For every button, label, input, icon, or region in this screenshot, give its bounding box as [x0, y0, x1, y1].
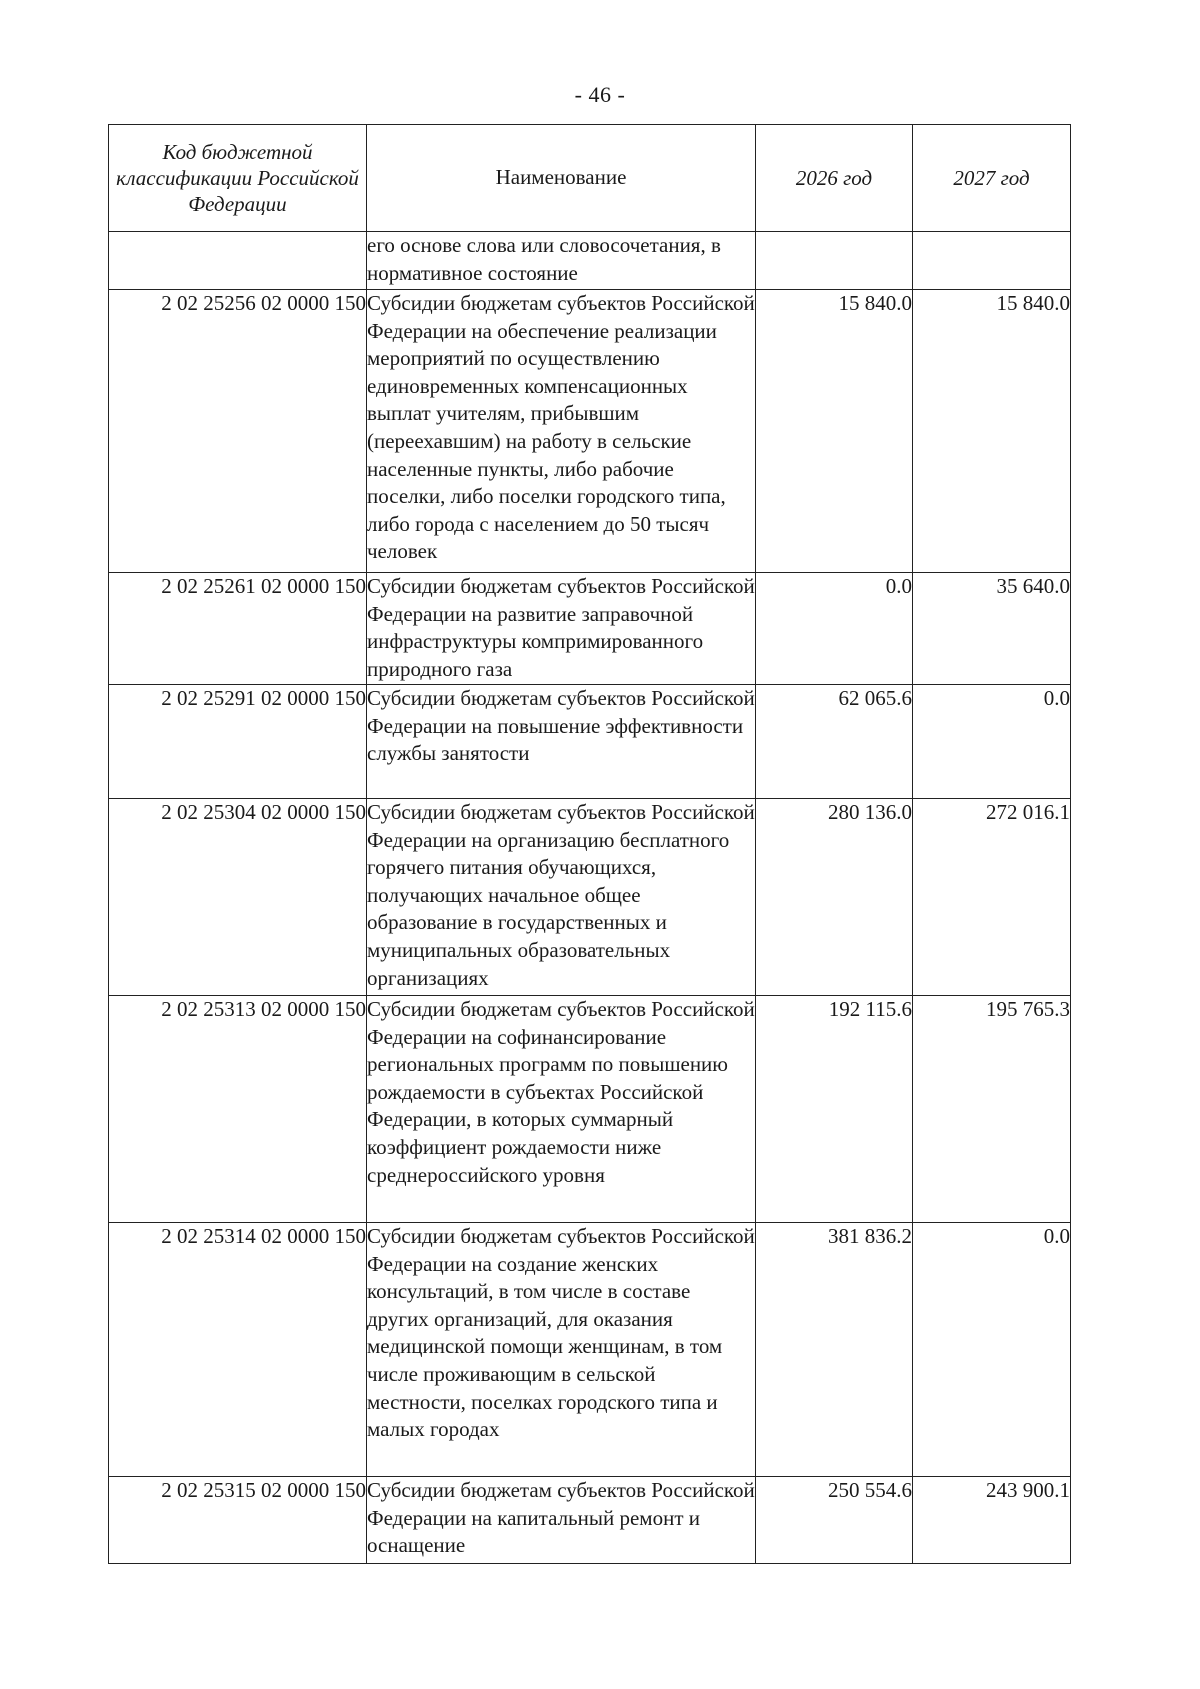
header-row: [109, 125, 1071, 232]
table-row: [109, 232, 1071, 290]
header-year-2026: 2026 год: [756, 125, 913, 232]
table-row: [109, 799, 1071, 996]
row-name: его основе слова или словосочетания, в нормативное состояние: [367, 232, 756, 290]
row-value-2026: 250 554.6: [756, 1477, 913, 1564]
row-value-2027: 243 900.1: [913, 1477, 1071, 1564]
row-code: 2 02 25291 02 0000 150: [109, 685, 367, 799]
header-name: Наименование: [367, 125, 756, 232]
table-row: [109, 290, 1071, 573]
row-value-2026: 280 136.0: [756, 799, 913, 996]
row-name: Субсидии бюджетам субъектов Российской Федерации на создание женских консультаций, в том числе в составе других организаций, для оказания медицинской помощи женщинам, в том числе проживающим в сельской местности, поселках городского типа и малых городах: [367, 1223, 756, 1477]
row-value-2027: 195 765.3: [913, 996, 1071, 1223]
row-value-2027: 0.0: [913, 1223, 1071, 1477]
row-value-2027: 35 640.0: [913, 573, 1071, 685]
row-code: 2 02 25261 02 0000 150: [109, 573, 367, 685]
row-name: Субсидии бюджетам субъектов Российской Федерации на капитальный ремонт и оснащение: [367, 1477, 756, 1564]
row-value-2026: 192 115.6: [756, 996, 913, 1223]
budget-table: [108, 124, 1071, 1564]
table-row: [109, 996, 1071, 1223]
row-value-2026: 0.0: [756, 573, 913, 685]
row-value-2026: [756, 232, 913, 290]
row-value-2026: 62 065.6: [756, 685, 913, 799]
row-value-2027: 0.0: [913, 685, 1071, 799]
row-name: Субсидии бюджетам субъектов Российской Федерации на развитие заправочной инфраструктуры компримированного природного газа: [367, 573, 756, 685]
row-value-2026: 15 840.0: [756, 290, 913, 573]
table-row: [109, 1477, 1071, 1564]
header-code: Код бюджетной классификации Российской Федерации: [109, 125, 367, 232]
row-name: Субсидии бюджетам субъектов Российской Федерации на организацию бесплатного горячего питания обучающихся, получающих начальное общее образование в государственных и муниципальных образовательных организациях: [367, 799, 756, 996]
table-row: [109, 573, 1071, 685]
row-code: 2 02 25256 02 0000 150: [109, 290, 367, 573]
row-value-2027: 15 840.0: [913, 290, 1071, 573]
row-value-2026: 381 836.2: [756, 1223, 913, 1477]
row-value-2027: 272 016.1: [913, 799, 1071, 996]
row-name: Субсидии бюджетам субъектов Российской Федерации на софинансирование региональных программ по повышению рождаемости в субъектах Российской Федерации, в которых суммарный коэффициент рождаемости ниже среднероссийского уровня: [367, 996, 756, 1223]
row-name: Субсидии бюджетам субъектов Российской Федерации на повышение эффективности службы занятости: [367, 685, 756, 799]
row-name: Субсидии бюджетам субъектов Российской Федерации на обеспечение реализации мероприятий по осуществлению единовременных компенсационных выплат учителям, прибывшим (переехавшим) на работу в сельские населенные пункты, либо рабочие поселки, либо поселки городского типа, либо города с населением до 50 тысяч человек: [367, 290, 756, 573]
row-code: 2 02 25315 02 0000 150: [109, 1477, 367, 1564]
row-code: [109, 232, 367, 290]
table-row: [109, 685, 1071, 799]
page-number: - 46 -: [574, 82, 626, 107]
table-row: [109, 1223, 1071, 1477]
header-year-2027: 2027 год: [913, 125, 1071, 232]
row-value-2027: [913, 232, 1071, 290]
row-code: 2 02 25313 02 0000 150: [109, 996, 367, 1223]
row-code: 2 02 25304 02 0000 150: [109, 799, 367, 996]
row-code: 2 02 25314 02 0000 150: [109, 1223, 367, 1477]
table-header: [109, 125, 1071, 232]
